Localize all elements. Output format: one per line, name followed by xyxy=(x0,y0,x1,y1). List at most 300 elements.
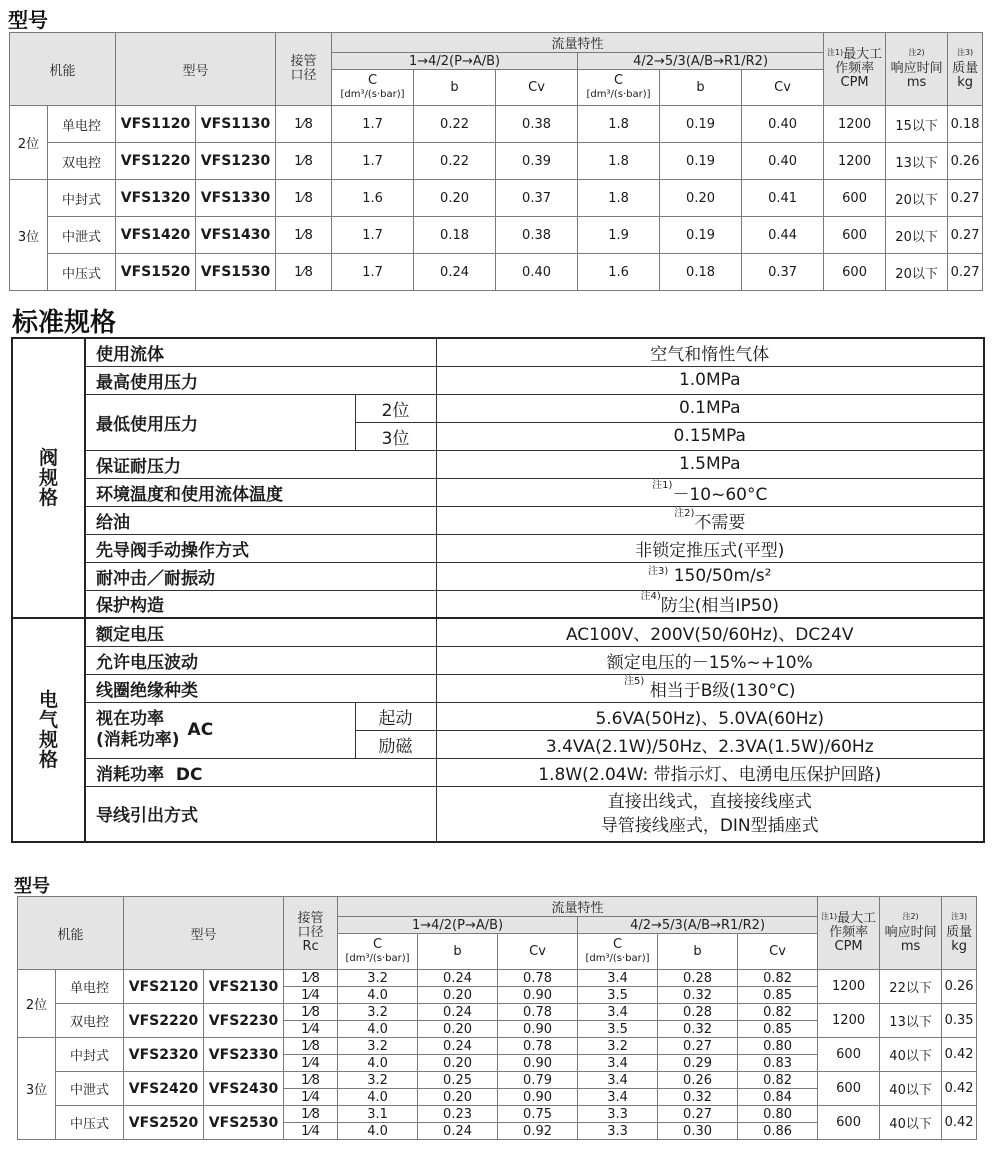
min-pressure-label: 最低使用压力 xyxy=(85,394,355,450)
port-value: 1⁄8 xyxy=(294,227,313,243)
c2-cell xyxy=(578,1072,658,1089)
b1-cell xyxy=(414,254,496,291)
cv2-value: 0.83 xyxy=(763,1055,793,1071)
cv2-cell xyxy=(738,1089,818,1106)
port-cell xyxy=(284,1038,338,1055)
model-header-text: 型号 xyxy=(190,927,217,943)
rated-voltage-value: AC100V、200V(50/60Hz)、DC24V xyxy=(436,618,984,646)
c1-value: 1.7 xyxy=(362,153,383,169)
mass-cell xyxy=(942,1106,977,1140)
col-port-header xyxy=(276,33,332,106)
dir2-header xyxy=(578,53,824,70)
c-header-text: C xyxy=(372,937,383,952)
note-1: 注1) xyxy=(652,479,673,491)
c1-cell xyxy=(332,217,414,254)
port-value: 1⁄8 xyxy=(301,1038,320,1054)
b1-value: 0.22 xyxy=(440,116,469,132)
cv1-cell xyxy=(498,1021,578,1038)
cv1-cell xyxy=(498,1106,578,1123)
freq-value: 600 xyxy=(842,264,867,280)
b1-value: 0.20 xyxy=(440,190,469,206)
resp-value: 13以下 xyxy=(889,1015,932,1030)
col-function-header xyxy=(10,33,116,106)
resp-value: 20以下 xyxy=(895,266,938,282)
group-3pos xyxy=(18,1038,56,1140)
port-cell xyxy=(284,1072,338,1089)
valve-spec-group-text: 阀规格 xyxy=(38,447,58,509)
max-pressure-label: 最高使用压力 xyxy=(85,366,436,394)
shock-vibration-value: 150/50m/s² xyxy=(673,566,772,586)
mass-value: 0.27 xyxy=(950,264,980,280)
b2-value: 0.32 xyxy=(683,1021,712,1037)
cv2-cell xyxy=(742,254,824,291)
cv2-value: 0.44 xyxy=(768,227,798,243)
freq-cell xyxy=(818,1106,880,1140)
b1-cell xyxy=(414,217,496,254)
b2-cell xyxy=(658,1123,738,1140)
model-cell xyxy=(124,970,204,1004)
resp-note: 注2) xyxy=(908,48,925,57)
flow-header xyxy=(332,33,824,53)
b1-cell xyxy=(418,1055,498,1072)
port-value: 1⁄8 xyxy=(301,1106,320,1122)
cv-header xyxy=(498,934,578,970)
shock-vibration-label: 耐冲击／耐振动 xyxy=(85,562,436,590)
electrical-spec-group-label xyxy=(12,618,85,842)
cv1-cell xyxy=(496,254,578,291)
model-number: VFS1430 xyxy=(200,227,271,243)
cv2-value: 0.40 xyxy=(768,153,798,169)
c2-value: 3.2 xyxy=(607,1038,628,1054)
freq-cell xyxy=(818,970,880,1004)
min-pressure-sub-2pos: 2位 xyxy=(355,394,436,422)
cv1-cell xyxy=(498,1072,578,1089)
cv-header xyxy=(496,70,578,106)
freq-cell xyxy=(824,217,886,254)
mass-cell xyxy=(948,143,983,180)
cv2-cell xyxy=(738,970,818,987)
function-cell xyxy=(56,1072,124,1106)
mass-cell xyxy=(948,217,983,254)
b2-value: 0.18 xyxy=(686,264,715,280)
b-header xyxy=(658,934,738,970)
resp-value: 40以下 xyxy=(889,1049,932,1064)
cv1-value: 0.78 xyxy=(523,1038,552,1054)
c-header-text: C xyxy=(612,937,623,952)
resp-unit-text: ms xyxy=(906,75,927,90)
c2-cell xyxy=(578,1089,658,1106)
freq-cell xyxy=(824,106,886,143)
b-header-text: b xyxy=(696,80,705,95)
model-cell xyxy=(196,143,276,180)
model-cell xyxy=(124,1004,204,1038)
freq-cell xyxy=(818,1072,880,1106)
b1-value: 0.22 xyxy=(440,153,469,169)
b2-cell xyxy=(660,217,742,254)
b-header-text: b xyxy=(693,944,702,959)
cv1-value: 0.90 xyxy=(523,987,552,1003)
col-mass-header xyxy=(942,897,977,970)
cv1-cell xyxy=(498,1004,578,1021)
fluid-value: 空气和惰性气体 xyxy=(436,338,984,366)
b2-cell xyxy=(660,106,742,143)
resp-header-text: 响应时间 xyxy=(890,61,943,76)
b2-value: 0.19 xyxy=(686,116,715,132)
dir1-header xyxy=(332,53,578,70)
resp-cell xyxy=(886,217,948,254)
col-resp-header xyxy=(886,33,948,106)
c2-value: 3.3 xyxy=(607,1106,628,1122)
cv2-value: 0.86 xyxy=(763,1123,793,1139)
note-4: 注4) xyxy=(640,591,661,603)
b1-value: 0.24 xyxy=(440,264,469,280)
freq-unit-text: CPM xyxy=(834,939,863,954)
port-header-text: 接管口径 xyxy=(297,911,324,940)
rated-voltage-label: 额定电压 xyxy=(85,618,436,646)
function-text: 单电控 xyxy=(62,118,102,134)
c1-value: 4.0 xyxy=(367,1089,388,1105)
freq-value: 600 xyxy=(836,1081,861,1096)
lubrication-label: 给油 xyxy=(85,506,436,534)
cv2-cell xyxy=(738,1055,818,1072)
mass-cell xyxy=(942,1038,977,1072)
c2-value: 3.3 xyxy=(607,1123,628,1139)
b2-cell xyxy=(660,254,742,291)
c1-cell xyxy=(338,1038,418,1055)
apparent-power-label-2: (消耗功率) xyxy=(96,730,180,750)
mass-value: 0.42 xyxy=(944,1047,974,1062)
model-number: VFS2230 xyxy=(208,1012,279,1029)
model-cell xyxy=(204,970,284,1004)
model-cell xyxy=(124,1038,204,1072)
shock-vibration-value-cell xyxy=(436,562,984,590)
inrush-value: 5.6VA(50Hz)、5.0VA(60Hz) xyxy=(436,702,984,730)
resp-value: 20以下 xyxy=(895,229,938,245)
note-5: 注5) xyxy=(624,675,645,687)
model-cell xyxy=(116,106,196,143)
c-header xyxy=(578,934,658,970)
port-cell xyxy=(276,217,332,254)
c2-value: 1.6 xyxy=(608,264,629,280)
temperature-value: －10~60°C xyxy=(672,484,768,505)
cv1-value: 0.90 xyxy=(523,1021,552,1037)
model-number: VFS1230 xyxy=(200,153,271,169)
model-number: VFS1130 xyxy=(200,116,271,132)
cv2-cell xyxy=(738,1106,818,1123)
model-number: VFS1420 xyxy=(120,227,191,243)
port-value: 1⁄8 xyxy=(294,153,313,169)
cv1-value: 0.38 xyxy=(522,116,551,132)
c1-value: 1.7 xyxy=(362,116,383,132)
cv1-value: 0.92 xyxy=(523,1123,552,1139)
model-number: VFS1120 xyxy=(120,116,191,132)
flow-header-text: 流量特性 xyxy=(551,37,604,52)
spec-table xyxy=(11,337,985,843)
b1-cell xyxy=(418,1038,498,1055)
freq-note: 注1) xyxy=(826,48,844,57)
b1-cell xyxy=(418,1021,498,1038)
c2-value: 3.5 xyxy=(607,1021,628,1037)
b1-value: 0.20 xyxy=(443,987,472,1003)
port-value: 1⁄4 xyxy=(301,987,320,1003)
port-value: 1⁄8 xyxy=(294,190,313,206)
model-number: VFS1530 xyxy=(200,264,271,280)
cv1-cell xyxy=(498,970,578,987)
freq-cell xyxy=(818,1004,880,1038)
mass-header-text: 质量 xyxy=(952,61,979,76)
port-cell xyxy=(284,1004,338,1021)
b1-cell xyxy=(418,1072,498,1089)
note-3: 注3) xyxy=(648,566,669,577)
b2-cell xyxy=(660,180,742,217)
cv-header-text: Cv xyxy=(769,944,786,959)
port-cell xyxy=(284,1106,338,1123)
cv2-cell xyxy=(738,1038,818,1055)
c1-value: 4.0 xyxy=(367,1055,388,1071)
c2-cell xyxy=(578,1123,658,1140)
c2-cell xyxy=(578,1021,658,1038)
b1-value: 0.24 xyxy=(443,970,472,986)
b1-value: 0.18 xyxy=(440,227,469,243)
model-number: VFS2420 xyxy=(128,1080,199,1097)
port-value: 1⁄4 xyxy=(301,1055,320,1071)
cv1-cell xyxy=(496,217,578,254)
c2-cell xyxy=(578,970,658,987)
b2-cell xyxy=(658,970,738,987)
b-header xyxy=(418,934,498,970)
coil-insulation-value: 相当于B级(130°C) xyxy=(649,680,796,701)
port-unit-text: Rc xyxy=(302,939,319,954)
c1-value: 1.6 xyxy=(362,190,383,206)
mass-cell xyxy=(942,1072,977,1106)
mass-value: 0.35 xyxy=(944,1013,974,1028)
model-number: VFS2220 xyxy=(128,1012,199,1029)
freq-note: 注1) xyxy=(820,912,838,921)
dir2-header-text: 4/2→5/3(A/B→R1/R2) xyxy=(630,917,766,933)
b1-value: 0.20 xyxy=(443,1055,472,1071)
c2-cell xyxy=(578,1055,658,1072)
function-cell xyxy=(48,143,116,180)
function-cell xyxy=(56,1038,124,1072)
c1-cell xyxy=(338,1123,418,1140)
model-cell xyxy=(196,180,276,217)
b2-value: 0.32 xyxy=(683,1089,712,1105)
function-text: 中封式 xyxy=(70,1049,110,1064)
cv2-cell xyxy=(742,106,824,143)
model-number: VFS1320 xyxy=(120,190,191,206)
function-cell xyxy=(56,1106,124,1140)
b2-cell xyxy=(660,143,742,180)
dir2-header-text: 4/2→5/3(A/B→R1/R2) xyxy=(633,53,769,69)
cv2-value: 0.80 xyxy=(763,1106,793,1122)
model-cell xyxy=(196,106,276,143)
port-value: 1⁄4 xyxy=(301,1123,320,1139)
b-header xyxy=(660,70,742,106)
c1-cell xyxy=(338,1055,418,1072)
freq-value: 1200 xyxy=(838,116,872,132)
b1-value: 0.24 xyxy=(443,1004,472,1020)
b1-value: 0.20 xyxy=(443,1021,472,1037)
c-header-text: C xyxy=(367,73,378,88)
freq-header-text: 最大工作频率 xyxy=(829,911,877,940)
mass-unit-text: kg xyxy=(951,939,967,954)
freq-header-text: 最大工作频率 xyxy=(835,47,883,76)
function-text: 双电控 xyxy=(62,155,102,171)
col-function-header xyxy=(18,897,124,970)
col-freq-header xyxy=(824,33,886,106)
port-cell xyxy=(284,1089,338,1106)
resp-note: 注2) xyxy=(902,912,919,921)
b1-value: 0.23 xyxy=(443,1106,472,1122)
model-cell xyxy=(116,254,196,291)
cv-header xyxy=(742,70,824,106)
model-cell xyxy=(116,217,196,254)
cv1-value: 0.90 xyxy=(523,1089,552,1105)
dir2-header xyxy=(578,917,818,934)
proof-pressure-label: 保证耐压力 xyxy=(85,450,436,478)
mass-cell xyxy=(942,1004,977,1038)
model-number: VFS2430 xyxy=(208,1080,279,1097)
c1-value: 1.7 xyxy=(362,227,383,243)
c1-value: 3.2 xyxy=(367,970,388,986)
port-value: 1⁄4 xyxy=(301,1089,320,1105)
enclosure-label: 保护构造 xyxy=(85,590,436,618)
cv2-value: 0.40 xyxy=(768,116,798,132)
col-model-header xyxy=(116,33,276,106)
c2-cell xyxy=(578,1038,658,1055)
min-pressure-sub-3pos: 3位 xyxy=(355,422,436,450)
function-header-text: 机能 xyxy=(57,927,84,943)
resp-cell xyxy=(880,1072,942,1106)
function-text: 单电控 xyxy=(70,981,110,996)
cv-header-text: Cv xyxy=(774,80,791,95)
function-text: 中压式 xyxy=(62,266,102,282)
model-number: VFS1330 xyxy=(200,190,271,206)
b-header-text: b xyxy=(450,80,459,95)
freq-value: 1200 xyxy=(838,153,872,169)
cv1-value: 0.79 xyxy=(523,1072,552,1088)
c2-value: 3.4 xyxy=(607,1055,628,1071)
holding-value: 3.4VA(2.1W)/50Hz、2.3VA(1.5W)/60Hz xyxy=(436,730,984,758)
c-unit-text: [dm³/(s·bar)] xyxy=(586,89,651,100)
function-text: 双电控 xyxy=(70,1015,110,1030)
b1-cell xyxy=(418,1106,498,1123)
function-header-text: 机能 xyxy=(49,63,76,79)
model-cell xyxy=(204,1072,284,1106)
model-number: VFS2520 xyxy=(128,1114,199,1131)
cv1-value: 0.39 xyxy=(522,153,551,169)
b1-cell xyxy=(418,1089,498,1106)
b1-cell xyxy=(418,987,498,1004)
cv2-value: 0.85 xyxy=(763,1021,793,1037)
resp-value: 40以下 xyxy=(889,1083,932,1098)
cv1-value: 0.78 xyxy=(523,1004,552,1020)
b2-cell xyxy=(658,1055,738,1072)
cv1-value: 0.38 xyxy=(522,227,551,243)
model-cell xyxy=(196,254,276,291)
b2-value: 0.27 xyxy=(683,1038,712,1054)
b2-value: 0.19 xyxy=(686,227,715,243)
cv1-cell xyxy=(496,180,578,217)
freq-unit-text: CPM xyxy=(840,75,869,90)
port-cell xyxy=(276,180,332,217)
model-number: VFS2320 xyxy=(128,1046,199,1063)
cv2-cell xyxy=(738,1123,818,1140)
c1-cell xyxy=(332,143,414,180)
group-label: 2位 xyxy=(17,137,40,152)
model-cell xyxy=(116,143,196,180)
c-header xyxy=(332,70,414,106)
b2-value: 0.30 xyxy=(683,1123,712,1139)
apparent-power-label-1: 视在功率 xyxy=(96,709,164,729)
port-value: 1⁄8 xyxy=(301,1072,320,1088)
freq-value: 600 xyxy=(836,1047,861,1062)
port-cell xyxy=(284,987,338,1004)
resp-value: 22以下 xyxy=(889,981,932,996)
cv2-cell xyxy=(738,1072,818,1089)
function-cell xyxy=(48,254,116,291)
group-label: 3位 xyxy=(17,229,40,245)
mass-value: 0.27 xyxy=(950,190,980,206)
wiring-value-2: 导管接线座式，DIN型插座式 xyxy=(600,815,819,836)
apparent-power-label xyxy=(85,702,355,758)
mass-value: 0.26 xyxy=(950,153,980,169)
cv2-value: 0.37 xyxy=(768,264,798,280)
model-number: VFS1520 xyxy=(120,264,191,280)
c1-value: 4.0 xyxy=(367,987,388,1003)
port-value: 1⁄4 xyxy=(301,1021,320,1037)
model-cell xyxy=(124,1072,204,1106)
group-3pos xyxy=(10,180,48,291)
c2-value: 3.4 xyxy=(607,1004,628,1020)
function-text: 中封式 xyxy=(62,192,102,208)
c-header-text: C xyxy=(613,73,624,88)
resp-value: 13以下 xyxy=(895,155,938,171)
c2-cell xyxy=(578,217,660,254)
resp-cell xyxy=(886,254,948,291)
dc-power-label: 消耗功率 DC xyxy=(85,758,436,786)
c1-cell xyxy=(338,1106,418,1123)
c-unit-text: [dm³/(s·bar)] xyxy=(345,953,410,964)
mass-value: 0.18 xyxy=(950,116,980,132)
c2-value: 1.8 xyxy=(608,116,629,132)
mass-value: 0.26 xyxy=(944,979,974,994)
model-cell xyxy=(204,1038,284,1072)
port-value: 1⁄8 xyxy=(294,116,313,132)
cv1-value: 0.75 xyxy=(523,1106,552,1122)
cv1-cell xyxy=(498,1038,578,1055)
max-pressure-value: 1.0MPa xyxy=(436,366,984,394)
c1-value: 3.2 xyxy=(367,1004,388,1020)
freq-value: 600 xyxy=(842,190,867,206)
b1-cell xyxy=(414,143,496,180)
c1-value: 4.0 xyxy=(367,1123,388,1139)
enclosure-value-cell xyxy=(436,590,984,618)
b1-value: 0.25 xyxy=(443,1072,472,1088)
section-title-spec: 标准规格 xyxy=(12,308,117,338)
freq-cell xyxy=(824,180,886,217)
b2-cell xyxy=(658,1004,738,1021)
c1-cell xyxy=(338,1072,418,1089)
wiring-label: 导线引出方式 xyxy=(85,786,436,842)
model-table-1 xyxy=(9,32,983,291)
b2-value: 0.19 xyxy=(686,153,715,169)
c1-cell xyxy=(338,987,418,1004)
c-unit-text: [dm³/(s·bar)] xyxy=(340,89,405,100)
model-number: VFS2130 xyxy=(208,978,279,995)
c-header xyxy=(338,934,418,970)
col-mass-header xyxy=(948,33,983,106)
